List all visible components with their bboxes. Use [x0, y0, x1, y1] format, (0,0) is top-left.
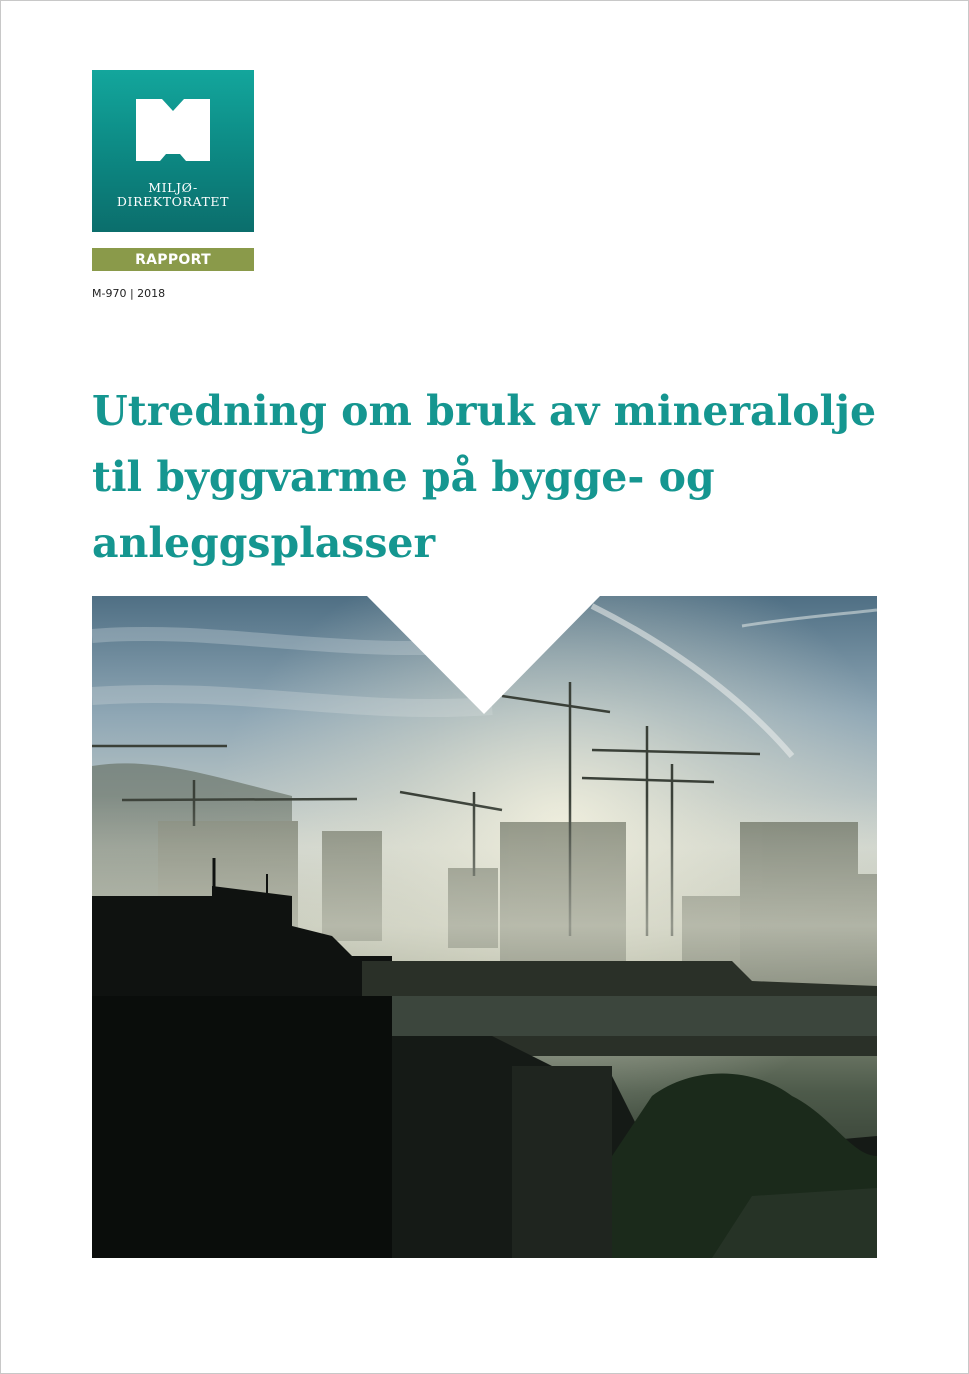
- miljodirektoratet-logo: [92, 70, 254, 232]
- report-type-badge: RAPPORT: [92, 248, 254, 271]
- logo-text-line1: MILJØ-: [148, 180, 198, 195]
- report-title: [92, 378, 912, 576]
- m-logo-icon: [136, 99, 210, 161]
- report-title-line2: til byggvarme på bygge- og: [92, 453, 715, 501]
- report-title-line3: anleggsplasser: [92, 519, 436, 567]
- document-number: M-970 | 2018: [92, 287, 166, 300]
- cover-photo: [92, 596, 877, 1258]
- logo-text-line2: DIREKTORATET: [116, 194, 230, 209]
- report-title-line1: Utredning om bruk av mineralolje: [92, 387, 877, 435]
